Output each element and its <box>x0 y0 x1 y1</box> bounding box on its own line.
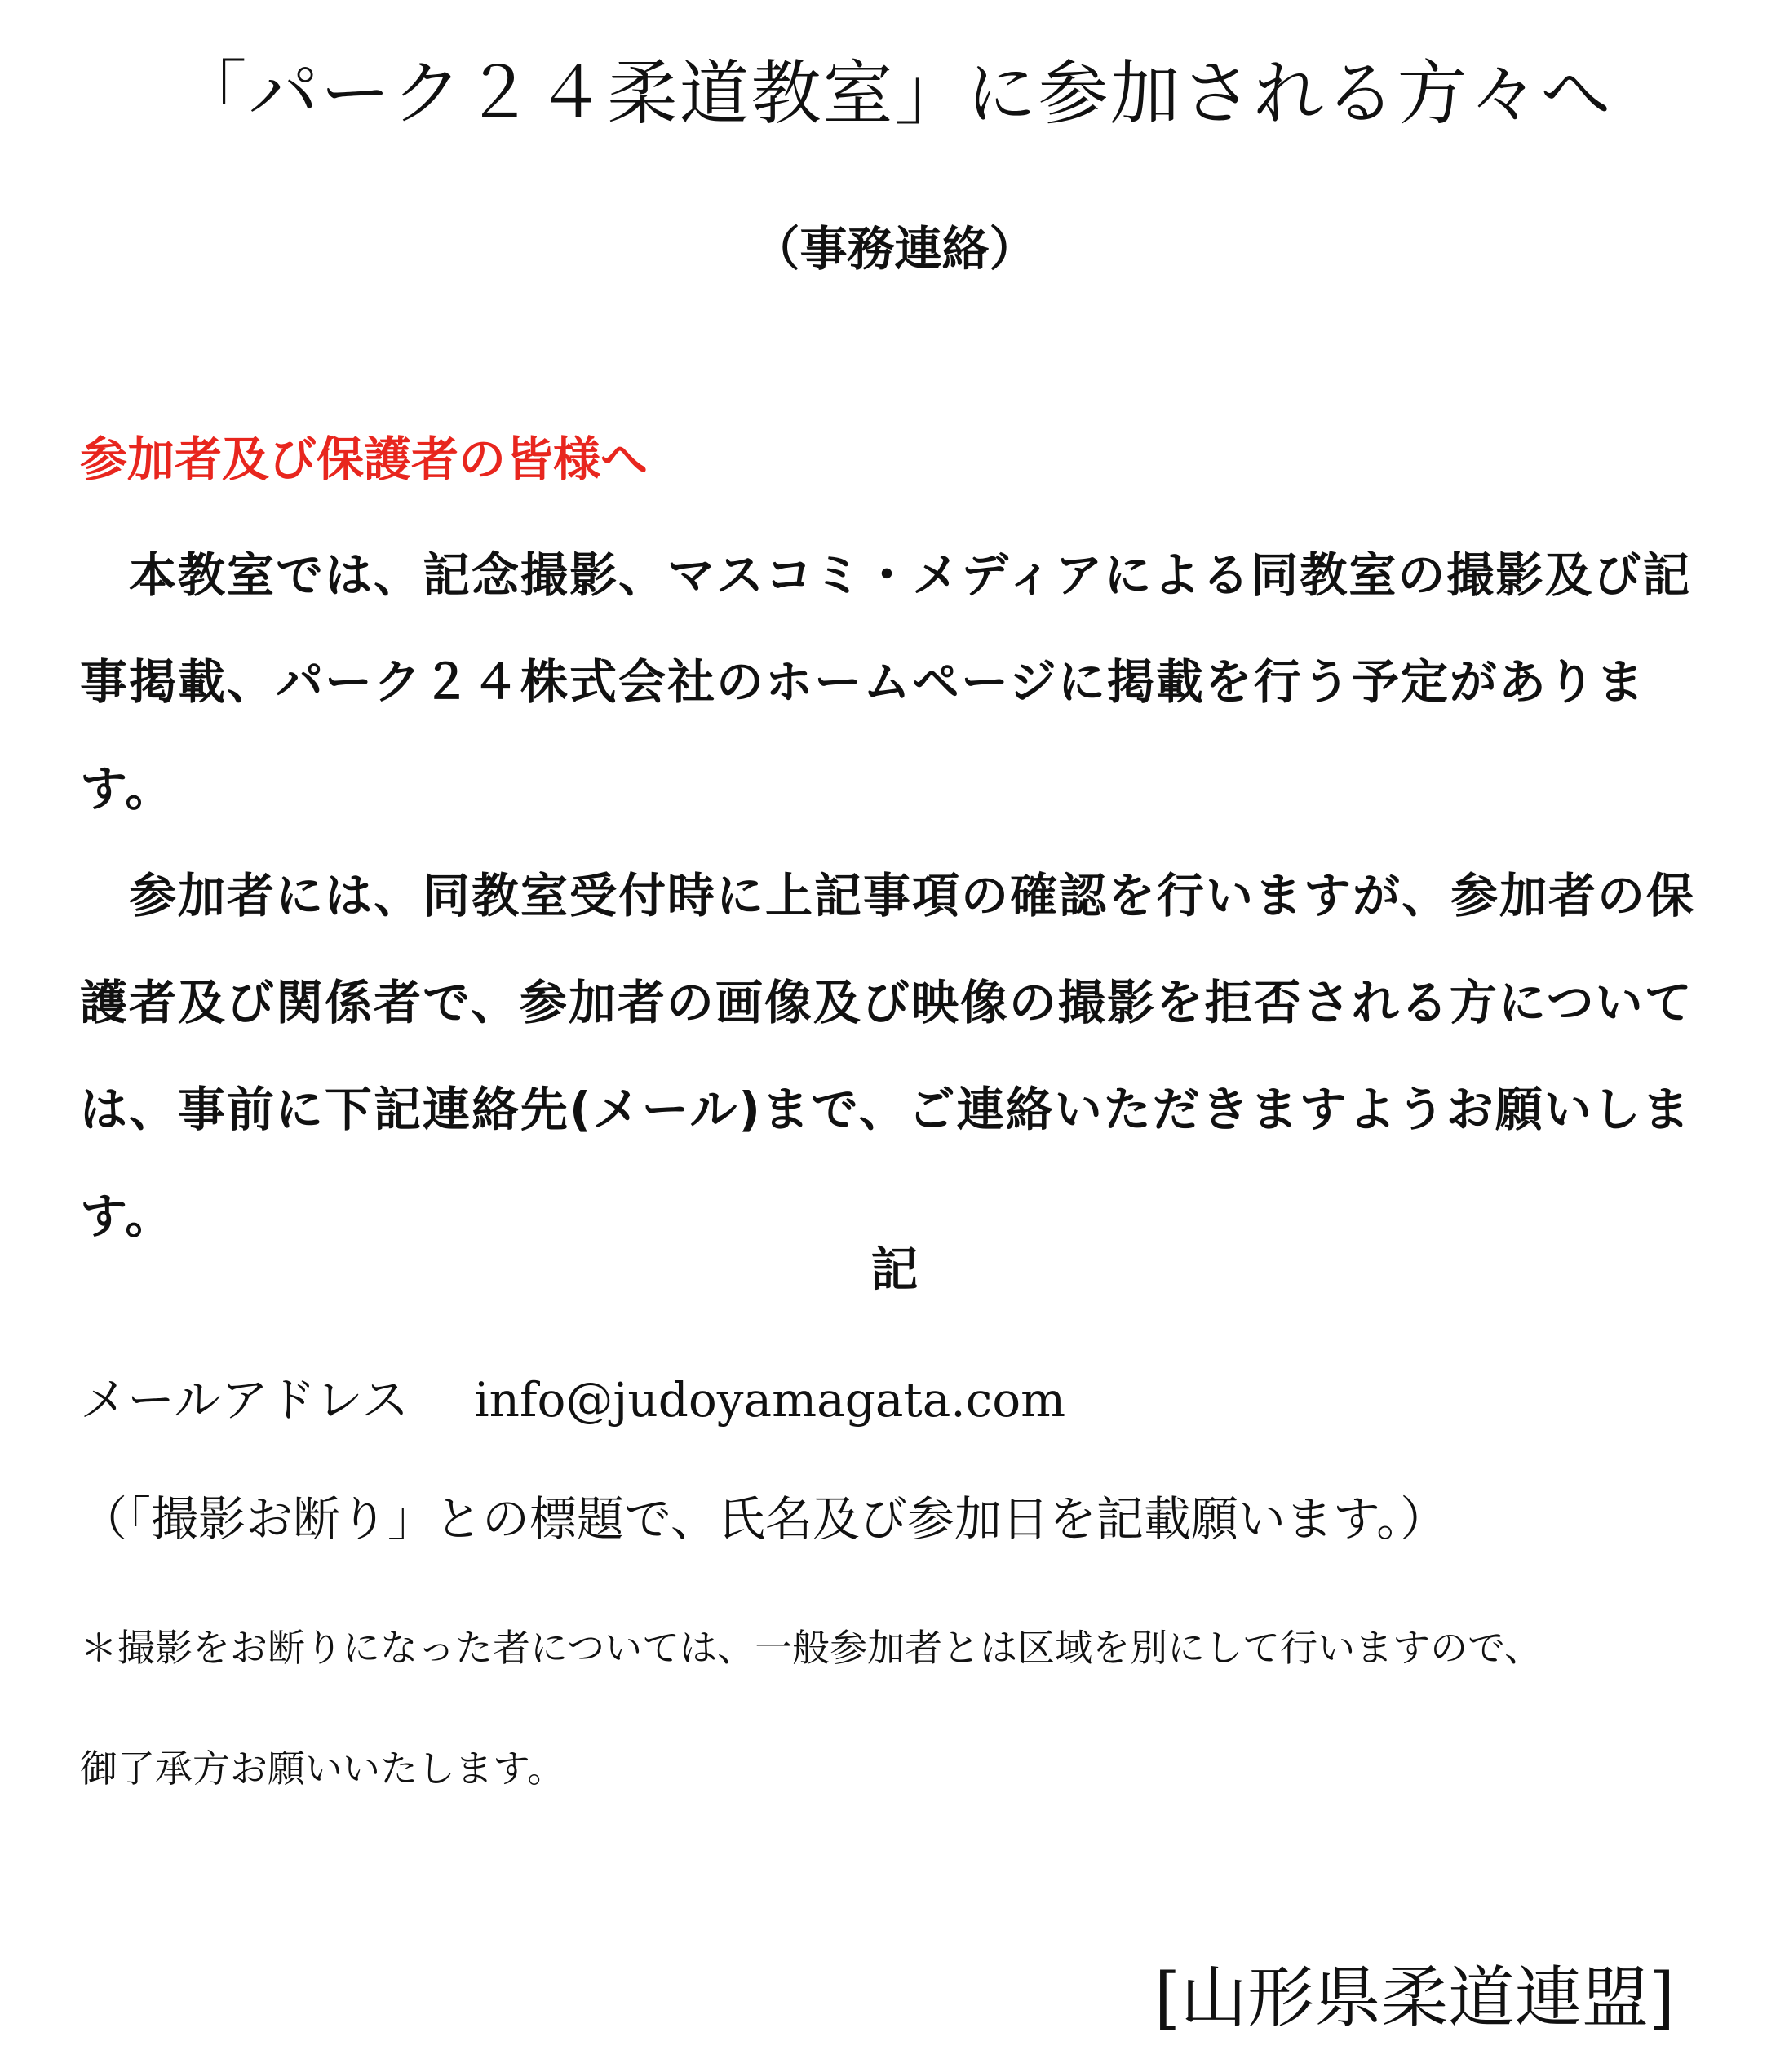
ki-heading: 記 <box>870 1242 919 1297</box>
addressee-heading: 参加者及び保護者の皆様へ <box>80 432 649 487</box>
organization-signature: [山形県柔道連盟] <box>1154 1959 1675 2037</box>
note-line-2: 御了承方お願いいたします。 <box>80 1747 565 1791</box>
body-text <box>80 522 1710 1270</box>
body-paragraph-2: 参加者には、同教室受付時に上記事項の確認を行いますが、参加者の保護者及び関係者で、参加者の画像及び映像の撮影を拒否される方については、事前に下記連絡先(メール)まで、ご連絡いただきますようお願いします。 <box>80 868 1696 1244</box>
email-address: info@judoyamagata.com <box>474 1372 1066 1428</box>
body-paragraph-1: 本教室では、記念撮影、マスコミ・メディアによる同教室の撮影及び記事掲載、パーク２４株式会社のホームページに掲載を行う予定があります。 <box>80 547 1692 817</box>
note-line-1: ＊撮影をお断りになった者については、一般参加者とは区域を別にして行いますので、 <box>80 1626 1543 1670</box>
document-subtitle: （事務連絡） <box>752 221 1037 277</box>
instruction-text: （「撮影お断り」との標題で、氏名及び参加日を記載願います。） <box>80 1491 1448 1547</box>
document-title: 「パーク２４柔道教室」に参加される方々へ <box>176 53 1613 135</box>
email-label: メールアドレス <box>80 1372 410 1428</box>
email-row <box>80 1367 1065 1432</box>
